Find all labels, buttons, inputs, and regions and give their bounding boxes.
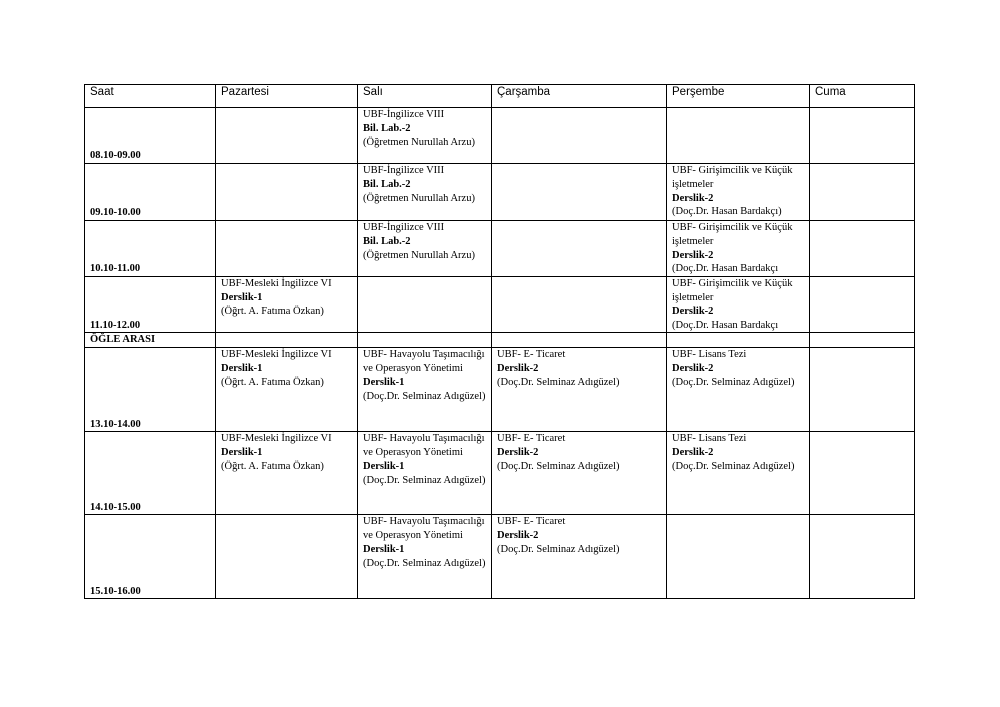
class-cell xyxy=(216,108,358,164)
teacher-label: (Doç.Dr. Selminaz Adıgüzel) xyxy=(363,474,486,486)
header-persembe: Perşembe xyxy=(667,85,810,108)
class-cell xyxy=(492,277,667,333)
class-cell xyxy=(492,108,667,164)
header-carsamba: Çarşamba xyxy=(492,85,667,108)
header-cuma: Cuma xyxy=(810,85,915,108)
class-cell xyxy=(358,277,492,333)
course-title: UBF- Girişimcilik ve Küçük işletmeler xyxy=(672,278,793,303)
table-row xyxy=(85,108,915,164)
class-cell xyxy=(492,515,667,599)
class-cell xyxy=(810,164,915,221)
teacher-label: (Doç.Dr. Selminaz Adıgüzel) xyxy=(497,376,620,388)
time-cell: 13.10-14.00 xyxy=(85,348,216,432)
class-cell xyxy=(667,164,810,221)
time-cell: 14.10-15.00 xyxy=(85,432,216,515)
time-cell: 08.10-09.00 xyxy=(85,108,216,164)
class-cell xyxy=(492,164,667,221)
table-row xyxy=(85,221,915,277)
time-cell: 11.10-12.00 xyxy=(85,277,216,333)
lunch-row xyxy=(85,333,915,348)
table-row xyxy=(85,432,915,515)
class-cell xyxy=(216,432,358,515)
room-label: Bil. Lab.-2 xyxy=(363,235,411,247)
teacher-label: (Doç.Dr. Hasan Bardakçı xyxy=(672,319,779,331)
teacher-label: (Doç.Dr. Selminaz Adıgüzel) xyxy=(497,460,620,472)
room-label: Derslik-1 xyxy=(221,291,263,303)
lunch-cell xyxy=(667,333,810,348)
course-title: UBF-Mesleki İngilizce VI xyxy=(221,278,332,290)
time-cell: 15.10-16.00 xyxy=(85,515,216,599)
course-title: UBF- Girişimcilik ve Küçük işletmeler xyxy=(672,165,793,190)
course-title: UBF-İngilizce VIII xyxy=(363,222,445,233)
course-title: UBF- Lisans Tezi xyxy=(672,433,747,445)
class-cell xyxy=(667,108,810,164)
header-sali: Salı xyxy=(358,85,492,108)
teacher-label: (Doç.Dr. Selminaz Adıgüzel) xyxy=(497,543,620,555)
class-cell xyxy=(492,221,667,277)
room-label: Derslik-2 xyxy=(672,363,714,375)
course-title: UBF- E- Ticaret xyxy=(497,433,566,445)
class-cell xyxy=(216,515,358,599)
teacher-label: (Öğretmen Nurullah Arzu) xyxy=(363,249,475,261)
class-cell xyxy=(667,277,810,333)
class-cell xyxy=(216,348,358,432)
class-cell xyxy=(810,277,915,333)
teacher-label: (Doç.Dr. Selminaz Adıgüzel) xyxy=(363,390,486,402)
class-cell xyxy=(667,515,810,599)
room-label: Derslik-2 xyxy=(672,192,714,204)
lunch-cell xyxy=(358,333,492,348)
teacher-label: (Öğrt. A. Fatıma Özkan) xyxy=(221,460,324,472)
lunch-cell xyxy=(216,333,358,348)
room-label: Derslik-2 xyxy=(497,447,539,459)
room-label: Bil. Lab.-2 xyxy=(363,178,411,190)
class-cell xyxy=(358,515,492,599)
room-label: Derslik-1 xyxy=(221,447,263,459)
class-cell xyxy=(216,221,358,277)
room-label: Derslik-1 xyxy=(221,363,263,375)
room-label: Derslik-2 xyxy=(497,363,539,375)
time-cell: 10.10-11.00 xyxy=(85,221,216,277)
class-cell xyxy=(358,108,492,164)
header-row xyxy=(85,85,915,108)
class-cell xyxy=(216,277,358,333)
room-label: Derslik-2 xyxy=(672,249,714,261)
table-row xyxy=(85,515,915,599)
class-cell xyxy=(667,348,810,432)
room-label: Derslik-1 xyxy=(363,376,405,388)
course-title: UBF- Havayolu Taşımacılığı ve Operasyon Yönetimi xyxy=(363,516,485,542)
table-row xyxy=(85,348,915,432)
class-cell xyxy=(667,432,810,515)
course-title: UBF-Mesleki İngilizce VI xyxy=(221,433,332,445)
teacher-label: (Doç.Dr. Selminaz Adıgüzel) xyxy=(672,376,795,388)
class-cell xyxy=(667,221,810,277)
schedule-table xyxy=(84,84,915,599)
room-label: Derslik-2 xyxy=(672,447,714,459)
room-label: Derslik-1 xyxy=(363,543,405,555)
course-title: UBF- Lisans Tezi xyxy=(672,349,747,361)
course-title: UBF- Havayolu Taşımacılığı ve Operasyon Yönetimi xyxy=(363,349,485,375)
teacher-label: (Öğretmen Nurullah Arzu) xyxy=(363,136,475,148)
class-cell xyxy=(810,432,915,515)
class-cell xyxy=(358,348,492,432)
class-cell xyxy=(810,108,915,164)
teacher-label: (Öğrt. A. Fatıma Özkan) xyxy=(221,376,324,388)
teacher-label: (Doç.Dr. Selminaz Adıgüzel) xyxy=(672,460,795,472)
class-cell xyxy=(358,164,492,221)
class-cell xyxy=(810,515,915,599)
teacher-label: (Doç.Dr. Hasan Bardakçı xyxy=(672,263,779,275)
room-label: Derslik-1 xyxy=(363,460,405,472)
course-title: UBF-Mesleki İngilizce VI xyxy=(221,349,332,361)
table-row xyxy=(85,164,915,221)
course-title: UBF- Girişimcilik ve Küçük işletmeler xyxy=(672,222,793,247)
course-title: UBF- Havayolu Taşımacılığı ve Operasyon Yönetimi xyxy=(363,433,485,459)
time-cell: 09.10-10.00 xyxy=(85,164,216,221)
lunch-cell xyxy=(810,333,915,348)
table-row xyxy=(85,277,915,333)
teacher-label: (Doç.Dr. Selminaz Adıgüzel) xyxy=(363,557,486,569)
room-label: Bil. Lab.-2 xyxy=(363,122,411,134)
class-cell xyxy=(810,348,915,432)
room-label: Derslik-2 xyxy=(672,305,714,317)
class-cell xyxy=(216,164,358,221)
teacher-label: (Öğretmen Nurullah Arzu) xyxy=(363,192,475,204)
room-label: Derslik-2 xyxy=(497,530,539,542)
course-title: UBF- E- Ticaret xyxy=(497,516,566,528)
course-title: UBF-İngilizce VIII xyxy=(363,165,445,176)
class-cell xyxy=(358,221,492,277)
class-cell xyxy=(492,432,667,515)
course-title: UBF- E- Ticaret xyxy=(497,349,566,361)
class-cell xyxy=(810,221,915,277)
header-saat: Saat xyxy=(85,85,216,108)
header-pazartesi: Pazartesi xyxy=(216,85,358,108)
class-cell xyxy=(358,432,492,515)
teacher-label: (Öğrt. A. Fatıma Özkan) xyxy=(221,305,324,317)
course-title: UBF-İngilizce VIII xyxy=(363,109,445,120)
teacher-label: (Doç.Dr. Hasan Bardakçı) xyxy=(672,206,782,218)
class-cell xyxy=(492,348,667,432)
lunch-cell xyxy=(492,333,667,348)
lunch-label: ÖĞLE ARASI xyxy=(85,333,216,348)
